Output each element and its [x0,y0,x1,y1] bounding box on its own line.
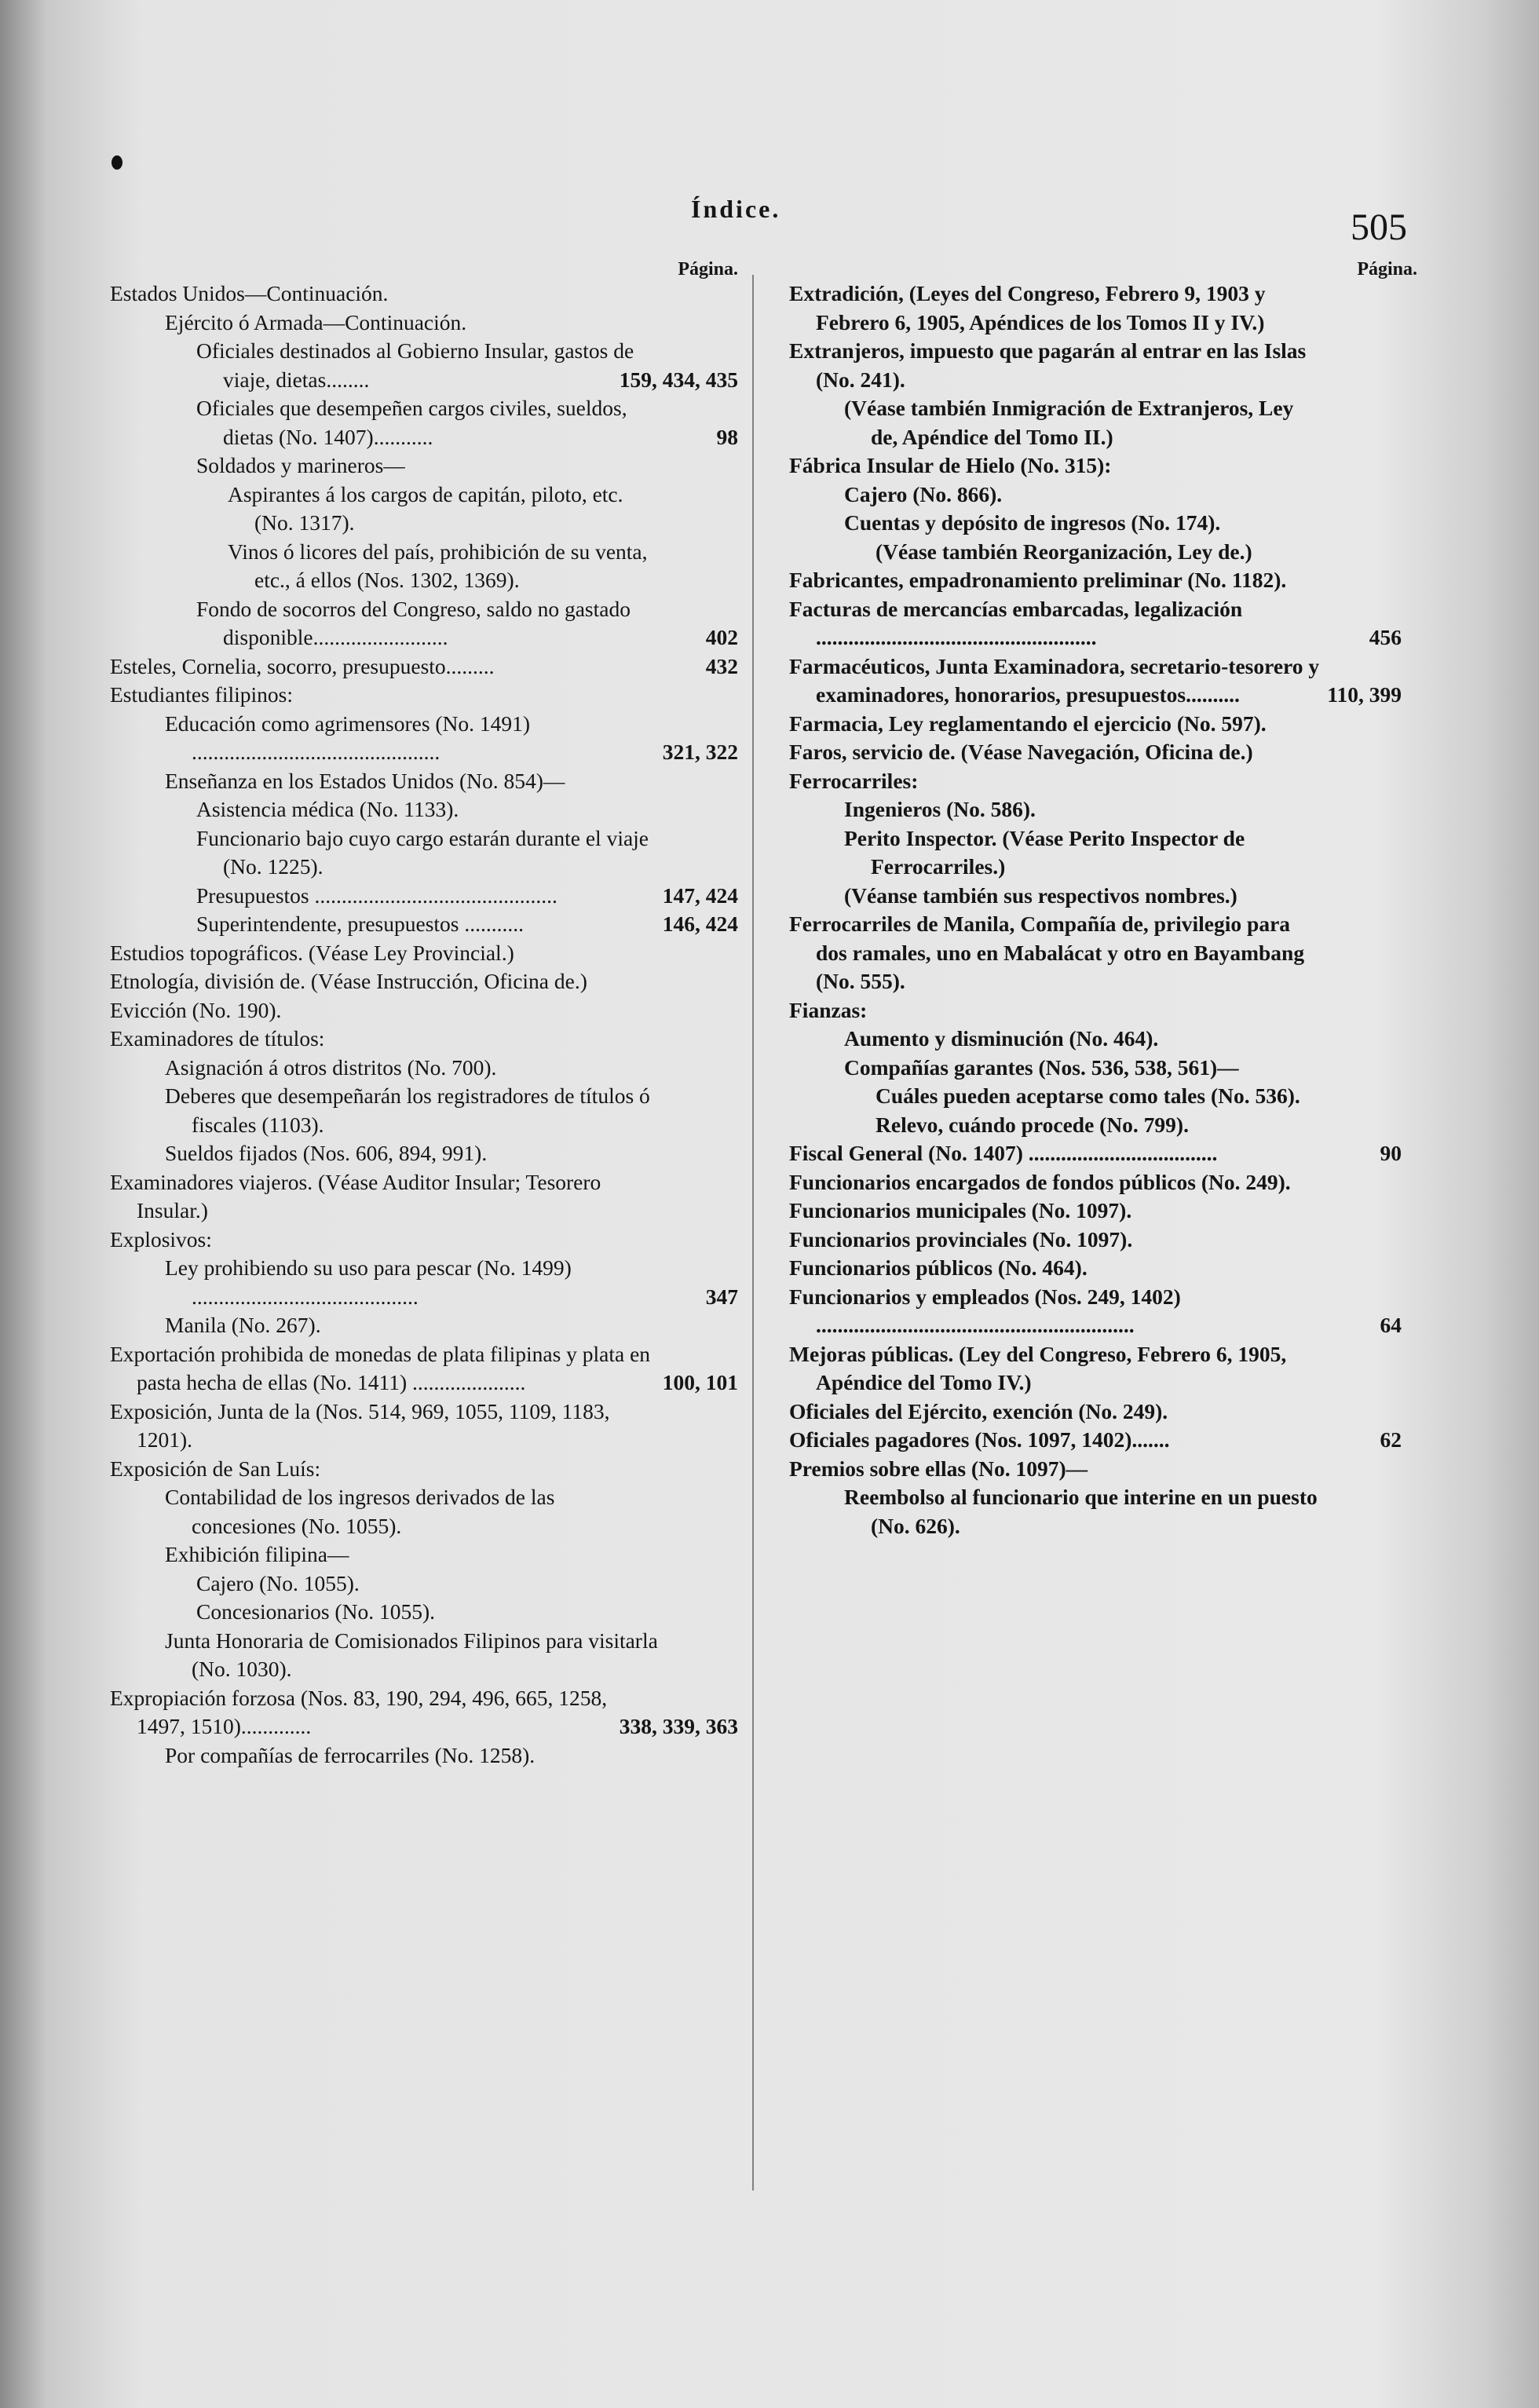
index-entry [110,1025,738,1054]
index-entry [789,795,1402,824]
index-entry [110,1684,738,1741]
pagina-label: Página. [1357,259,1417,280]
index-entry [110,1627,738,1684]
index-entry [110,451,738,481]
index-entry [789,1398,1402,1427]
index-entry-text: Exposición de San Luís: [110,1456,321,1481]
index-entry-pages: 321, 322 [662,740,738,764]
index-entry-text: Funcionarios provinciales (No. 1097). [789,1226,1133,1252]
index-entry [110,710,738,767]
index-entry-text: Oficiales del Ejército, exención (No. 249). [789,1398,1168,1423]
index-entry-text: Fiscal General (No. 1407) ................................... [789,1141,1218,1165]
index-entry [110,824,738,882]
index-entry-text: Fondo de socorros del Congreso, saldo no gastado disponible......................... [196,596,631,649]
index-entry [110,1082,738,1139]
index-entry-text: (Véase también Inmigración de Extranjeros, Ley de, Apéndice del Tomo II.) [844,396,1294,449]
index-entry-text: Enseñanza en los Estados Unidos (No. 854)— [165,768,565,793]
index-entry [110,967,738,996]
index-entry-text: Expropiación forzosa (Nos. 83, 190, 294, 496, 665, 1258, 1497, 1510)............. [110,1685,608,1738]
index-entry [110,681,738,710]
index-entry [110,1340,738,1398]
index-entry [789,1082,1402,1111]
index-entry-pages: 347 [705,1284,738,1309]
index-entry-text: Cuentas y depósito de ingresos (No. 174). [844,510,1221,535]
ink-speck [111,155,122,170]
index-entry [110,1741,738,1770]
index-entry-pages: 110, 399 [1327,682,1402,707]
index-entry-text: Relevo, cuándo procede (No. 799). [876,1112,1189,1137]
index-entry-pages: 62 [1380,1427,1402,1452]
index-entry-text: Aspirantes á los cargos de capitán, piloto, etc. (No. 1317). [228,481,623,535]
index-entry [789,767,1402,796]
index-entry [789,1226,1402,1255]
index-entry-text: Facturas de mercancías embarcadas, legalización .................................................... [789,596,1243,649]
index-entry-text: Oficiales destinados al Gobierno Insular, gastos de viaje, dietas........ [196,338,634,392]
index-entry-text: Ingenieros (No. 586). [844,797,1036,821]
index-entry [789,652,1402,710]
index-entry-text: Educación como agrimensores (No. 1491) .............................................. [165,711,531,764]
index-entry-text: Examinadores de títulos: [110,1026,325,1051]
index-entry-text: (Véase también Reorganización, Ley de.) [876,539,1252,564]
index-entry [789,824,1402,882]
index-entry-pages: 432 [705,653,738,678]
index-entry [789,481,1402,510]
index-entry-text: Soldados y marineros— [196,453,405,477]
index-entry-text: Estudios topográficos. (Véase Ley Provincial.) [110,940,514,965]
index-entry [110,910,738,939]
index-entry [789,566,1402,595]
index-entry [789,1340,1402,1398]
index-entry-text: Cajero (No. 1055). [196,1570,360,1595]
index-entry [110,1569,738,1599]
index-entry-text: Exhibición filipina— [165,1542,349,1566]
index-entry-pages: 402 [705,625,738,649]
index-entry-text: Aumento y disminución (No. 464). [844,1026,1159,1051]
index-entry [110,1455,738,1484]
index-entry-text: Explosivos: [110,1226,212,1252]
index-entry [110,1139,738,1168]
index-entry-text: Ferrocarriles de Manila, Compañía de, privilegio para dos ramales, uno en Mabalácat y otro en Bayambang (No. 555). [789,912,1305,993]
index-column-left [110,259,738,1770]
index-entry-text: Compañías garantes (Nos. 536, 538, 561)— [844,1054,1239,1080]
index-entry [789,509,1402,538]
index-entry-text: Sueldos fijados (Nos. 606, 894, 991). [165,1141,488,1165]
index-entry [110,1226,738,1255]
index-entry [789,738,1402,767]
index-entry-text: Exposición, Junta de la (Nos. 514, 969, 1055, 1109, 1183, 1201). [110,1398,610,1452]
index-entry-text: Oficiales pagadores (Nos. 1097, 1402)....... [789,1427,1170,1452]
index-entry-text: Fábrica Insular de Hielo (No. 315): [789,453,1112,477]
index-entry [110,481,738,538]
index-entry-text: Concesionarios (No. 1055). [196,1599,435,1624]
index-entry [789,1426,1402,1455]
index-entry-text: Vinos ó licores del país, prohibición de su venta, etc., á ellos (Nos. 1302, 1369). [228,539,648,592]
index-entry [789,1168,1402,1197]
index-entry [110,280,738,309]
index-entry-text: Manila (No. 267). [165,1313,321,1337]
index-column-right [789,259,1417,1540]
index-entry-text: Fianzas: [789,997,868,1022]
index-entry-text: Esteles, Cornelia, socorro, presupuesto......... [110,653,495,678]
index-entry-text: Examinadores viajeros. (Véase Auditor Insular; Tesorero Insular.) [110,1169,601,1222]
index-entry-text: Estados Unidos—Continuación. [110,281,389,305]
index-entry [789,910,1402,996]
index-entry [110,538,738,595]
index-entry [110,1398,738,1455]
index-entry-text: Ejército ó Armada—Continuación. [165,309,467,334]
index-entry-text: Asignación á otros distritos (No. 700). [165,1054,497,1080]
index-entry-text: Funcionarios municipales (No. 1097). [789,1198,1132,1222]
index-entry-text: Junta Honoraria de Comisionados Filipinos para visitarla (No. 1030). [165,1628,658,1681]
pagina-label: Página. [678,259,738,280]
index-entry [789,451,1402,481]
index-entry [789,1054,1402,1083]
index-entry-text: Premios sobre ellas (No. 1097)— [789,1456,1088,1481]
index-entry [110,1483,738,1540]
index-entry-text: Cuáles pueden aceptarse como tales (No. 536). [876,1083,1300,1108]
index-entry [789,882,1402,911]
index-entry-text: Contabilidad de los ingresos derivados de las concesiones (No. 1055). [165,1485,555,1538]
index-entry-text: Perito Inspector. (Véase Perito Inspector de Ferrocarriles.) [844,825,1245,879]
index-entry-text: Farmacéuticos, Junta Examinadora, secretario-tesorero y examinadores, honorarios, presupuestos.......... [789,653,1320,707]
index-entry-text: Extranjeros, impuesto que pagarán al entrar en las Islas (No. 241). [789,338,1307,392]
index-entry [789,280,1402,337]
index-entry-pages: 456 [1369,625,1402,649]
index-entry-pages: 159, 434, 435 [619,367,738,392]
index-entry [110,1254,738,1311]
index-entry-text: Funcionarios y empleados (Nos. 249, 1402) ........................................................... [789,1284,1181,1337]
index-entry-text: Funcionarios públicos (No. 464). [789,1255,1088,1280]
index-entry [789,1111,1402,1140]
index-entry [110,1168,738,1226]
index-entry-text: (Véanse también sus respectivos nombres.) [844,882,1237,908]
index-entry [110,996,738,1025]
column-divider [752,275,754,2191]
index-entry-text: Mejoras públicas. (Ley del Congreso, Febrero 6, 1905, Apéndice del Tomo IV.) [789,1341,1287,1394]
index-entry [789,394,1402,451]
index-entry [110,337,738,394]
index-entry [110,939,738,968]
index-entry-text: Extradición, (Leyes del Congreso, Febrero 9, 1903 y Febrero 6, 1905, Apéndices de los Tomos II y IV.) [789,281,1266,334]
index-entry-text: Faros, servicio de. (Véase Navegación, Oficina de.) [789,740,1253,764]
index-entry [789,337,1402,394]
index-entry-text: Evicción (No. 190). [110,997,282,1022]
index-entry [110,1311,738,1340]
index-entry [110,1598,738,1627]
index-entry-text: Fabricantes, empadronamiento preliminar (No. 1182). [789,568,1287,592]
index-entry-pages: 98 [716,424,738,449]
index-entry-text: Presupuestos ............................................. [196,882,557,908]
index-entry-text: Farmacia, Ley reglamentando el ejercicio (No. 597). [789,711,1267,736]
page-number: 505 [1351,206,1407,248]
index-entry [789,1254,1402,1283]
index-entry [789,1483,1402,1540]
index-entry-pages: 90 [1380,1141,1402,1165]
index-entry-text: Cajero (No. 866). [844,481,1003,506]
index-entry-text: Funcionario bajo cuyo cargo estarán durante el viaje (No. 1225). [196,825,649,879]
index-entry-text: Estudiantes filipinos: [110,682,293,707]
index-entry [110,1054,738,1083]
index-entry [789,996,1402,1025]
index-entry-text: Etnología, división de. (Véase Instrucción, Oficina de.) [110,969,587,993]
index-entry [110,1540,738,1569]
index-entry [110,767,738,796]
index-entry [789,1283,1402,1340]
index-entry [110,795,738,824]
index-entry-pages: 147, 424 [662,882,738,908]
index-entry [789,710,1402,739]
index-entry-pages: 146, 424 [662,912,738,936]
index-entry [110,882,738,911]
index-entry-text: Reembolso al funcionario que interine en un puesto (No. 626). [844,1485,1318,1538]
index-entry [110,309,738,338]
index-entry [789,1025,1402,1054]
index-entry [110,595,738,652]
index-entry [789,1455,1402,1484]
index-entry [789,595,1402,652]
index-entry-pages: 338, 339, 363 [619,1714,738,1738]
index-entry-text: Ferrocarriles: [789,768,919,793]
index-entry-pages: 100, 101 [662,1370,738,1394]
index-entry [110,394,738,451]
index-entry-text: Funcionarios encargados de fondos públicos (No. 249). [789,1169,1291,1194]
index-entry-text: Asistencia médica (No. 1133). [196,797,459,821]
index-entry-text: Superintendente, presupuestos ........... [196,912,525,936]
index-entry-pages: 64 [1380,1313,1402,1337]
index-entry-text: Oficiales que desempeñen cargos civiles, sueldos, dietas (No. 1407)........... [196,396,627,449]
index-entry [789,1139,1402,1168]
index-entry-text: Deberes que desempeñarán los registradores de títulos ó fiscales (1103). [165,1083,650,1137]
running-head: Índice. [691,195,781,223]
index-entry-text: Exportación prohibida de monedas de plata filipinas y plata en pasta hecha de ellas (No. 1411) ..................... [110,1341,651,1394]
index-entry [110,652,738,681]
index-entry-text: Ley prohibiendo su uso para pescar (No. 1499) .......................................... [165,1255,572,1309]
index-entry [789,1197,1402,1226]
index-entry-text: Por compañías de ferrocarriles (No. 1258). [165,1742,536,1767]
index-entry [789,538,1402,567]
